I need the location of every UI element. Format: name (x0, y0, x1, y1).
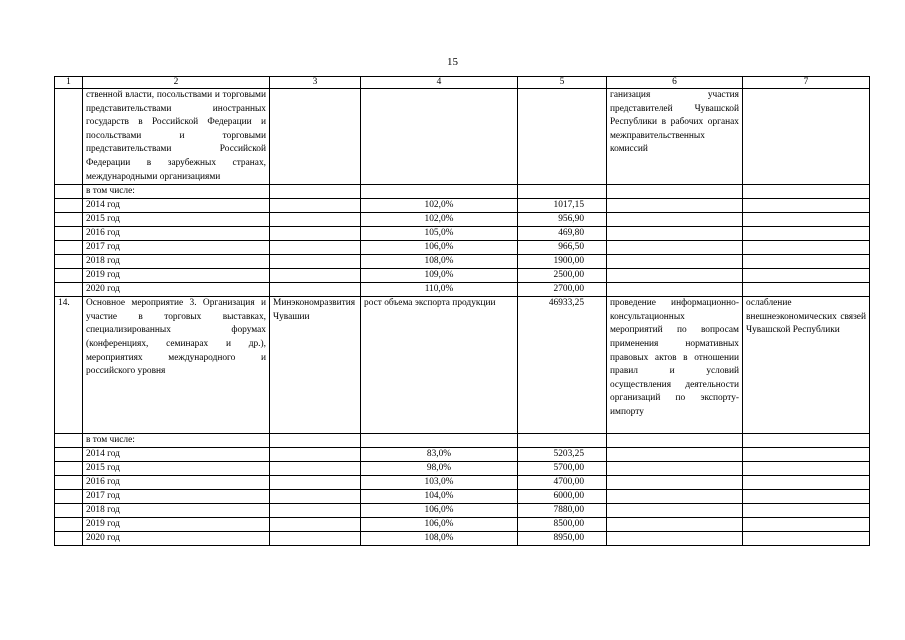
export-value: 6000,00 (518, 490, 607, 504)
page-number: 15 (447, 56, 458, 68)
export-value: 8500,00 (518, 518, 607, 532)
col-number: 6 (607, 77, 743, 89)
year-label: 2020 год (83, 283, 270, 297)
year-label: 2019 год (83, 269, 270, 283)
year-label: 2018 год (83, 255, 270, 269)
growth-percent: 102,0% (361, 213, 518, 227)
column-number-row (55, 77, 870, 89)
export-value: 1900,00 (518, 255, 607, 269)
export-value: 956,90 (518, 213, 607, 227)
growth-percent: 108,0% (361, 255, 518, 269)
indicator: рост объема экспорта продукции (361, 297, 518, 434)
year-row (55, 504, 870, 518)
year-label: 2018 год (83, 504, 270, 518)
measure-description: ственной власти, посольствами и торговыми представительствами иностранных государств в Российской Федерации и посольствами и торговыми представительствами Российской Федерации в зарубежных странах, международными организациями (83, 89, 270, 185)
year-label: 2017 год (83, 241, 270, 255)
export-value: 5203,25 (518, 448, 607, 462)
growth-percent: 104,0% (361, 490, 518, 504)
year-row (55, 283, 870, 297)
subhead-label: в том числе: (83, 434, 270, 448)
growth-percent: 106,0% (361, 504, 518, 518)
year-label: 2019 год (83, 518, 270, 532)
export-value: 2700,00 (518, 283, 607, 297)
growth-percent: 110,0% (361, 283, 518, 297)
subhead-row (55, 434, 870, 448)
measure-row (55, 297, 870, 434)
growth-percent: 103,0% (361, 476, 518, 490)
growth-percent: 105,0% (361, 227, 518, 241)
year-row (55, 448, 870, 462)
growth-percent: 98,0% (361, 462, 518, 476)
year-label: 2017 год (83, 490, 270, 504)
export-value: 1017,15 (518, 199, 607, 213)
growth-percent: 102,0% (361, 199, 518, 213)
col-number: 3 (270, 77, 361, 89)
responsible-executor: Минэкономразвития Чувашии (270, 297, 361, 434)
export-value: 966,50 (518, 241, 607, 255)
year-row (55, 490, 870, 504)
export-value: 2500,00 (518, 269, 607, 283)
year-row (55, 199, 870, 213)
growth-percent: 83,0% (361, 448, 518, 462)
program-table (54, 76, 870, 546)
measure-row (55, 89, 870, 185)
subhead-row (55, 185, 870, 199)
year-label: 2016 год (83, 227, 270, 241)
col-number: 7 (743, 77, 870, 89)
growth-percent: 106,0% (361, 518, 518, 532)
year-row (55, 241, 870, 255)
measure-description: Основное мероприятие 3. Организация и участие в торговых выставках, специализированных форумах (конференциях, семинарах и др.), мероприятиях международного и российского уровня (83, 297, 270, 434)
year-label: 2014 год (83, 448, 270, 462)
export-value: 8950,00 (518, 532, 607, 546)
growth-percent: 109,0% (361, 269, 518, 283)
year-row (55, 213, 870, 227)
col-number: 4 (361, 77, 518, 89)
measure-number: 14. (55, 297, 83, 434)
measure-result: проведение информационно-консультационных мероприятий по вопросам применения нормативных правовых актов в отношении правил и условий осуществления деятельности организаций по экспорту-импорту (607, 297, 743, 434)
col-number: 1 (55, 77, 83, 89)
year-row (55, 476, 870, 490)
subhead-label: в том числе: (83, 185, 270, 199)
col-number: 2 (83, 77, 270, 89)
year-label: 2014 год (83, 199, 270, 213)
year-row (55, 269, 870, 283)
year-row (55, 255, 870, 269)
year-row (55, 462, 870, 476)
year-row (55, 532, 870, 546)
growth-percent: 108,0% (361, 532, 518, 546)
export-value: 469,80 (518, 227, 607, 241)
year-label: 2015 год (83, 213, 270, 227)
year-row (55, 518, 870, 532)
year-label: 2016 год (83, 476, 270, 490)
col-number: 5 (518, 77, 607, 89)
export-value-total: 46933,25 (518, 297, 607, 434)
export-value: 7880,00 (518, 504, 607, 518)
year-row (55, 227, 870, 241)
export-value: 4700,00 (518, 476, 607, 490)
year-label: 2015 год (83, 462, 270, 476)
export-value: 5700,00 (518, 462, 607, 476)
consequence: ослабление внешнеэкономических связей Чувашской Республики (743, 297, 870, 434)
measure-result: ганизация участия представителей Чувашской Республики в рабочих органах межправительственных комиссий (607, 89, 743, 185)
growth-percent: 106,0% (361, 241, 518, 255)
year-label: 2020 год (83, 532, 270, 546)
